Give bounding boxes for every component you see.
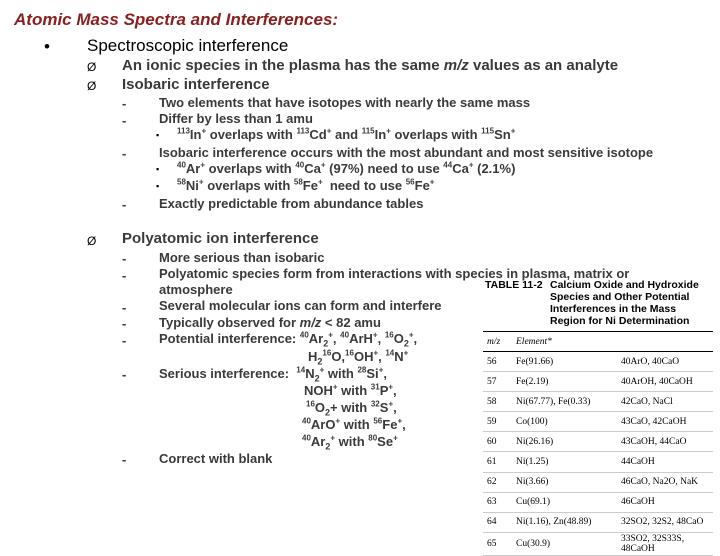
iso-line-6: $^{58}$Ni+ overlaps with $^{58}$Fe+ need to use $^{56}$Fe+	[177, 177, 435, 193]
dash-marker: -	[122, 146, 127, 161]
table-cell-el: Cu(30.9)	[512, 532, 617, 555]
table-label: TABLE 11-2	[485, 279, 543, 291]
poly-line-6e: $^{40}Ar_2^+$ with $^{80}$Se+	[302, 433, 398, 452]
dash-marker: -	[122, 251, 127, 266]
table-row	[483, 512, 713, 532]
dash-marker: -	[122, 197, 127, 212]
table-cell-int: 32SO2, 32S2, 48CaO	[617, 512, 713, 532]
table-cell-mz: 60	[483, 432, 512, 452]
poly-line-3: Several molecular ions can form and interfere	[159, 298, 442, 313]
poly-line-2: Polyatomic species form from interactions with species in plasma, matrix or	[159, 266, 630, 281]
arrow-bullet-icon: Ø	[87, 60, 97, 74]
table-row	[483, 452, 713, 472]
header-element: Element*	[512, 332, 617, 352]
iso-line-7: Exactly predictable from abundance tables	[159, 196, 424, 211]
table-cell-el: Fe(91.66)	[512, 352, 617, 372]
poly-line-2b: atmosphere	[159, 282, 233, 297]
table-cell-el: Ni(1.16), Zn(48.89)	[512, 512, 617, 532]
dash-marker: -	[122, 300, 127, 315]
table-row	[483, 532, 713, 555]
table-cell-int: 43CaOH, 44CaO	[617, 432, 713, 452]
table-cell-mz: 57	[483, 372, 512, 392]
table-cell-el: Ni(3.66)	[512, 472, 617, 492]
poly-line-6d: $^{40}$ArO+ with $^{56}$Fe+,	[302, 416, 406, 432]
table-header-row	[483, 332, 713, 352]
slide-title: Atomic Mass Spectra and Interferences:	[14, 10, 339, 29]
table-cell-mz: 65	[483, 532, 512, 555]
table-cell-mz: 64	[483, 512, 512, 532]
table-cell-int: 43CaO, 42CaOH	[617, 412, 713, 432]
table-cell-mz: 59	[483, 412, 512, 432]
heading-spectroscopic: Spectroscopic interference	[87, 36, 289, 55]
table-row	[483, 492, 713, 512]
dash-marker: -	[122, 452, 127, 467]
poly-line-1: More serious than isobaric	[159, 250, 325, 265]
table-row	[483, 472, 713, 492]
dash-marker: -	[122, 113, 127, 128]
square-bullet-icon: ▪	[156, 164, 160, 174]
poly-line-6c: $^{16}O_2+$ with $^{32}$S+,	[306, 399, 397, 418]
table-cell-el: Ni(1.25)	[512, 452, 617, 472]
poly-line-7: Correct with blank	[159, 451, 273, 466]
item-ionic-species: An ionic species in the plasma has the same m/z values as an analyte	[122, 57, 619, 74]
header-mz: m/z	[483, 332, 512, 352]
dash-marker: -	[122, 333, 127, 348]
dash-marker: -	[122, 316, 127, 331]
table-cell-int: 40ArOH, 40CaOH	[617, 372, 713, 392]
dash-marker: -	[122, 367, 127, 382]
iso-line-2: Differ by less than 1 amu	[159, 111, 313, 126]
table-cell-el: Ni(26.16)	[512, 432, 617, 452]
table-cell-el: Ni(67.77), Fe(0.33)	[512, 392, 617, 412]
arrow-bullet-icon: Ø	[87, 234, 97, 248]
table-cell-mz: 63	[483, 492, 512, 512]
iso-line-4: Isobaric interference occurs with the most abundant and most sensitive isotope	[159, 145, 654, 160]
table-cell-int: 44CaOH	[617, 452, 713, 472]
table-row	[483, 412, 713, 432]
table-cell-int: 40ArO, 40CaO	[617, 352, 713, 372]
table-cell-el: Co(100)	[512, 412, 617, 432]
poly-line-6a: Serious interference: $^{14}N_2^+$ with $^{28}$Si+,	[159, 365, 387, 384]
table-row	[483, 432, 713, 452]
poly-line-4: Typically observed for m/z < 82 amu	[159, 315, 381, 330]
square-bullet-icon: ▪	[156, 181, 160, 191]
interference-table	[483, 331, 713, 556]
poly-line-5b: $H_2^{16}O,^{16}OH^+$, $^{14}$N+	[308, 348, 409, 367]
table-cell-mz: 62	[483, 472, 512, 492]
item-polyatomic: Polyatomic ion interference	[122, 230, 319, 247]
table-cell-int: 46CaOH	[617, 492, 713, 512]
arrow-bullet-icon: Ø	[87, 79, 97, 93]
table-row	[483, 352, 713, 372]
table-cell-int: 33SO2, 32S33S, 48CaOH	[617, 532, 713, 555]
table-cell-el: Fe(2.19)	[512, 372, 617, 392]
table-row	[483, 392, 713, 412]
iso-line-1: Two elements that have isotopes with nearly the same mass	[159, 95, 531, 110]
iso-line-5: $^{40}$Ar+ overlaps with $^{40}$Ca+ (97%) need to use $^{44}$Ca+ (2.1%)	[177, 160, 516, 176]
poly-line-5a: Potential interference: $^{40}Ar_2^+$, $^{40}$ArH+, $^{16}O_2^+$,	[159, 330, 418, 349]
table-cell-mz: 61	[483, 452, 512, 472]
table-cell-mz: 56	[483, 352, 512, 372]
table-cell-int: 46CaO, Na2O, NaK	[617, 472, 713, 492]
iso-line-3: $^{113}$In+ overlaps with $^{113}$Cd+ and $^{115}$In+ overlaps with $^{115}$Sn+	[177, 126, 516, 142]
square-bullet-icon: ▪	[156, 130, 160, 140]
poly-line-6b: NOH+ with $^{31}$P+,	[304, 382, 397, 398]
dash-marker: -	[122, 96, 127, 111]
table-cell-mz: 58	[483, 392, 512, 412]
bullet-marker: •	[44, 37, 50, 56]
table-cell-int: 42CaO, NaCl	[617, 392, 713, 412]
table-caption-text: Calcium Oxide and Hydroxide Species and Other Potential Interferences in the Mass Region for Ni Determination	[550, 279, 699, 327]
header-interference: Interference	[617, 332, 713, 352]
table-cell-el: Cu(69.1)	[512, 492, 617, 512]
table-row	[483, 372, 713, 392]
item-isobaric: Isobaric interference	[122, 76, 270, 93]
dash-marker: -	[122, 268, 127, 283]
